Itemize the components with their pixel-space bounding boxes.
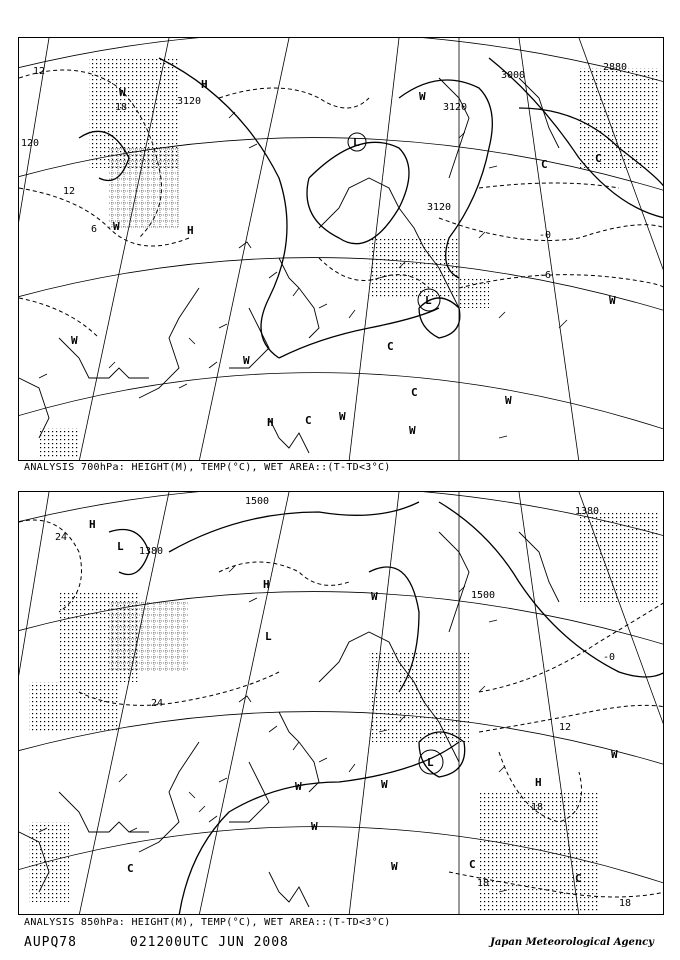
- center-marker: W: [339, 410, 346, 423]
- center-marker: W: [419, 90, 426, 103]
- temp-label: -6: [539, 270, 552, 281]
- center-marker: W: [409, 424, 416, 437]
- center-marker: C: [469, 858, 476, 871]
- center-marker: W: [71, 334, 78, 347]
- center-marker: C: [541, 158, 548, 171]
- temp-label: 12: [63, 186, 76, 197]
- height-labels: [177, 62, 627, 213]
- center-marker: W: [505, 394, 512, 407]
- temp-label: 24: [151, 698, 164, 709]
- valid-time: 021200UTC JUN 2008: [130, 935, 289, 950]
- center-marker: C: [575, 872, 582, 885]
- center-marker: L: [427, 756, 434, 769]
- height-label: 1500: [471, 590, 496, 601]
- height-label: 3120: [443, 102, 468, 113]
- center-marker: H: [187, 224, 194, 237]
- center-marker: W: [243, 354, 250, 367]
- chart-850hpa: [18, 491, 664, 915]
- height-label: 2880: [603, 62, 628, 73]
- height-label: 1380: [139, 546, 164, 557]
- height-label: 1500: [245, 496, 270, 507]
- center-marker: C: [127, 862, 134, 875]
- caption-700hpa: ANALYSIS 700hPa: HEIGHT(M), TEMP(°C), WET AREA::(T-TD<3°C): [24, 462, 391, 473]
- height-label: 3000: [501, 70, 526, 81]
- center-marker: W: [609, 294, 616, 307]
- map-700hpa: [19, 38, 664, 461]
- center-marker: L: [265, 630, 272, 643]
- center-marker: L: [425, 294, 432, 307]
- center-marker: L: [353, 136, 360, 149]
- temp-label: 24: [55, 532, 68, 543]
- height-labels: [139, 496, 599, 601]
- height-label: 1380: [575, 506, 600, 517]
- agency-name: Japan Meteorological Agency: [490, 937, 654, 948]
- center-marker: H: [201, 78, 208, 91]
- center-marker: H: [535, 776, 542, 789]
- center-marker: W: [295, 780, 302, 793]
- map-850hpa: [19, 492, 664, 915]
- temp-label: 18: [115, 102, 128, 113]
- product-code: AUPQ78: [24, 935, 77, 950]
- height-label: 3120: [427, 202, 452, 213]
- center-marker: W: [113, 220, 120, 233]
- center-marker: H: [89, 518, 96, 531]
- center-marker: C: [411, 386, 418, 399]
- center-marker: W: [381, 778, 388, 791]
- center-marker: C: [305, 414, 312, 427]
- center-marker: W: [119, 86, 126, 99]
- caption-850hpa: ANALYSIS 850hPa: HEIGHT(M), TEMP(°C), WET AREA::(T-TD<3°C): [24, 917, 391, 928]
- center-marker: H: [267, 416, 274, 429]
- temp-label: 18: [477, 878, 490, 889]
- temp-label: -0: [603, 652, 616, 663]
- chart-700hpa: [18, 37, 664, 461]
- center-marker: H: [263, 578, 270, 591]
- temp-label: -0: [539, 230, 552, 241]
- temp-label: 18: [619, 898, 632, 909]
- center-marker: W: [611, 748, 618, 761]
- center-marker: C: [595, 152, 602, 165]
- center-marker: C: [387, 340, 394, 353]
- center-marker: W: [311, 820, 318, 833]
- height-label: 3120: [177, 96, 202, 107]
- temp-label: 12: [33, 66, 46, 77]
- temp-label: 12: [559, 722, 572, 733]
- temp-label: 120: [21, 138, 40, 149]
- temp-label: 6: [91, 224, 98, 235]
- center-marker: L: [117, 540, 124, 553]
- temp-label: 18: [531, 802, 544, 813]
- center-marker: W: [371, 590, 378, 603]
- center-marker: W: [391, 860, 398, 873]
